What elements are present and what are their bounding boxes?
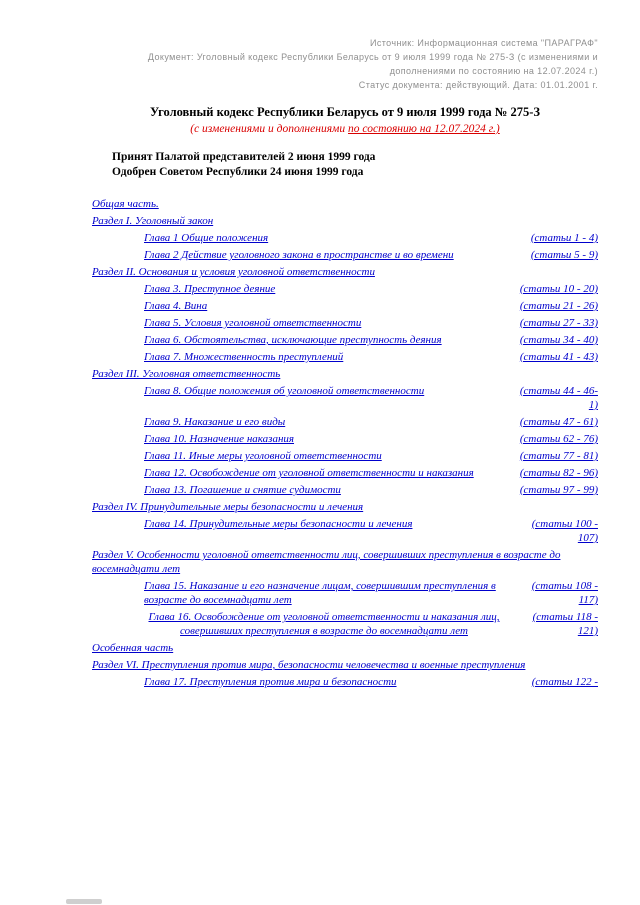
- toc-articles-link[interactable]: (статьи 122 -: [531, 676, 598, 688]
- amendment-prefix: (с изменениями и дополнениями: [190, 123, 349, 135]
- toc-chapter-link[interactable]: Глава 7. Множественность преступлений: [144, 351, 344, 363]
- toc-chapter-title: [92, 517, 514, 545]
- toc-chapter-title: [92, 466, 514, 480]
- toc-article-range: [514, 384, 598, 412]
- toc-row-part: [92, 197, 598, 211]
- toc-row-chapter: [92, 675, 598, 689]
- toc-article-range: [514, 466, 598, 480]
- toc-chapter-title: [92, 610, 514, 638]
- toc-article-range: [514, 299, 598, 313]
- toc-section-link[interactable]: Раздел III. Уголовная ответственность: [92, 368, 281, 380]
- toc-chapter-link[interactable]: Глава 3. Преступное деяние: [144, 283, 276, 295]
- toc-articles-link[interactable]: (статьи 97 - 99): [519, 484, 598, 496]
- toc-chapter-link[interactable]: Глава 6. Обстоятельства, исключающие преступность деяния: [144, 334, 442, 346]
- toc-article-range: [514, 316, 598, 330]
- toc-articles-link[interactable]: (статьи 21 - 26): [519, 300, 598, 312]
- toc-row-chapter: [92, 466, 598, 480]
- amendment-note: [92, 123, 598, 135]
- toc-chapter-link[interactable]: Глава 17. Преступления против мира и безопасности: [144, 676, 397, 688]
- toc-chapter-link[interactable]: Глава 10. Назначение наказания: [144, 433, 295, 445]
- toc-articles-link[interactable]: (статьи 10 - 20): [519, 283, 598, 295]
- meta-status-line: Статус документа: действующий. Дата: 01.01.2001 г.: [358, 80, 598, 90]
- toc-articles-link[interactable]: (статьи 1 - 4): [530, 232, 598, 244]
- toc-articles-link[interactable]: (статьи 41 - 43): [519, 351, 598, 363]
- toc-articles-link[interactable]: (статьи 100 - 107): [531, 518, 598, 544]
- toc-chapter-link[interactable]: Глава 12. Освобождение от уголовной ответственности и наказания: [144, 467, 474, 479]
- amendment-date-link[interactable]: по состоянию на 12.07.2024 г.): [348, 123, 500, 135]
- toc-chapter-title: [92, 299, 514, 313]
- toc-row-chapter: [92, 282, 598, 296]
- toc-chapter-title: [92, 231, 514, 245]
- toc-chapter-title: [92, 350, 514, 364]
- toc-article-range: [514, 415, 598, 429]
- toc-chapter-link[interactable]: Глава 4. Вина: [144, 300, 208, 312]
- meta-document-line: Документ: Уголовный кодекс Республики Беларусь от 9 июля 1999 года № 275-З (с изменениями и дополнениями по состоянию на 12.07.2024 г.): [147, 52, 598, 76]
- toc-row-chapter: [92, 231, 598, 245]
- toc-row-section: [92, 367, 598, 381]
- toc-section-link[interactable]: Раздел II. Основания и условия уголовной ответственности: [92, 266, 375, 278]
- toc-row-section: [92, 265, 598, 279]
- toc-article-range: [514, 449, 598, 463]
- toc-articles-link[interactable]: (статьи 27 - 33): [519, 317, 598, 329]
- toc-chapter-link[interactable]: Глава 9. Наказание и его виды: [144, 416, 286, 428]
- adoption-line-1: Принят Палатой представителей 2 июня 1999 года: [112, 151, 376, 163]
- toc-row-part: [92, 641, 598, 655]
- toc-chapter-link[interactable]: Глава 15. Наказание и его назначение лицам, совершившим преступления в возрасте до восемнадцати лет: [144, 580, 496, 606]
- toc-chapter-title: [92, 675, 514, 689]
- toc-article-range: [514, 610, 598, 638]
- document-title: Уголовный кодекс Республики Беларусь от 9 июля 1999 года № 275-З: [150, 105, 540, 119]
- toc-chapter-link[interactable]: Глава 8. Общие положения об уголовной ответственности: [144, 385, 425, 397]
- toc-article-range: [514, 282, 598, 296]
- toc-row-chapter: [92, 316, 598, 330]
- document-meta: [92, 36, 598, 92]
- toc-row-section: [92, 500, 598, 514]
- toc-article-range: [514, 350, 598, 364]
- toc-row-chapter: [92, 517, 598, 545]
- toc-row-chapter: [92, 415, 598, 429]
- toc-chapter-link[interactable]: Глава 2 Действие уголовного закона в пространстве и во времени: [144, 249, 454, 261]
- toc-row-chapter: [92, 299, 598, 313]
- toc-section-link[interactable]: Раздел VI. Преступления против мира, безопасности человечества и военные преступления: [92, 659, 526, 671]
- adoption-line-2: Одобрен Советом Республики 24 июня 1999 года: [112, 166, 364, 178]
- toc-chapter-title: [92, 483, 514, 497]
- toc-article-range: [514, 579, 598, 607]
- toc-article-range: [514, 432, 598, 446]
- toc-articles-link[interactable]: (статьи 5 - 9): [530, 249, 598, 261]
- toc-article-range: [514, 231, 598, 245]
- toc-chapter-link[interactable]: Глава 13. Погашение и снятие судимости: [144, 484, 341, 496]
- toc-articles-link[interactable]: (статьи 77 - 81): [519, 450, 598, 462]
- toc-chapter-title: [92, 449, 514, 463]
- toc-articles-link[interactable]: (статьи 82 - 96): [519, 467, 598, 479]
- toc-articles-link[interactable]: (статьи 44 - 46-1): [519, 385, 598, 411]
- toc-row-chapter: [92, 579, 598, 607]
- toc-row-chapter: [92, 384, 598, 412]
- toc-row-section: [92, 548, 598, 576]
- toc-chapter-title: [92, 333, 514, 347]
- toc-row-chapter: [92, 483, 598, 497]
- toc-row-chapter: [92, 350, 598, 364]
- toc-row-chapter: [92, 333, 598, 347]
- toc-article-range: [514, 675, 598, 689]
- toc-chapter-link[interactable]: Глава 14. Принудительные меры безопасности и лечения: [144, 518, 413, 530]
- toc-articles-link[interactable]: (статьи 108 - 117): [531, 580, 598, 606]
- toc-article-range: [514, 333, 598, 347]
- toc-article-range: [514, 248, 598, 262]
- toc-row-chapter: [92, 610, 598, 638]
- toc-chapter-title: [92, 415, 514, 429]
- toc-chapter-title: [92, 316, 514, 330]
- toc-chapter-link[interactable]: Глава 11. Иные меры уголовной ответственности: [144, 450, 382, 462]
- meta-source-line: Источник: Информационная система "ПАРАГРАФ": [369, 38, 598, 48]
- scrollbar-fragment[interactable]: [66, 899, 102, 904]
- toc-chapter-title: [92, 282, 514, 296]
- toc-articles-link[interactable]: (статьи 34 - 40): [519, 334, 598, 346]
- toc-section-link[interactable]: Особенная часть: [92, 642, 174, 654]
- toc-chapter-link[interactable]: Глава 5. Условия уголовной ответственности: [144, 317, 362, 329]
- toc-row-chapter: [92, 449, 598, 463]
- toc-chapter-title: [92, 432, 514, 446]
- toc-chapter-link[interactable]: Глава 16. Освобождение от уголовной ответственности и наказания лиц, совершивших преступления в возрасте до восемнадцати лет: [148, 611, 500, 637]
- toc-section-link[interactable]: Общая часть.: [92, 198, 159, 210]
- toc-row-section: [92, 658, 598, 672]
- toc-section-link[interactable]: Раздел I. Уголовный закон: [92, 215, 214, 227]
- toc-articles-link[interactable]: (статьи 47 - 61): [519, 416, 598, 428]
- toc-section-link[interactable]: Раздел IV. Принудительные меры безопасности и лечения: [92, 501, 364, 513]
- table-of-contents: [92, 197, 598, 689]
- toc-articles-link[interactable]: (статьи 118 - 121): [532, 611, 598, 637]
- toc-articles-link[interactable]: (статьи 62 - 76): [519, 433, 598, 445]
- toc-row-chapter: [92, 432, 598, 446]
- adoption-block: [112, 150, 598, 180]
- toc-row-section: [92, 214, 598, 228]
- toc-article-range: [514, 517, 598, 545]
- toc-chapter-title: [92, 384, 514, 412]
- toc-chapter-title: [92, 248, 514, 262]
- toc-chapter-title: [92, 579, 514, 607]
- toc-row-chapter: [92, 248, 598, 262]
- toc-chapter-link[interactable]: Глава 1 Общие положения: [144, 232, 269, 244]
- toc-section-link[interactable]: Раздел V. Особенности уголовной ответственности лиц, совершивших преступления в возрасте до восемнадцати лет: [92, 549, 561, 575]
- toc-article-range: [514, 483, 598, 497]
